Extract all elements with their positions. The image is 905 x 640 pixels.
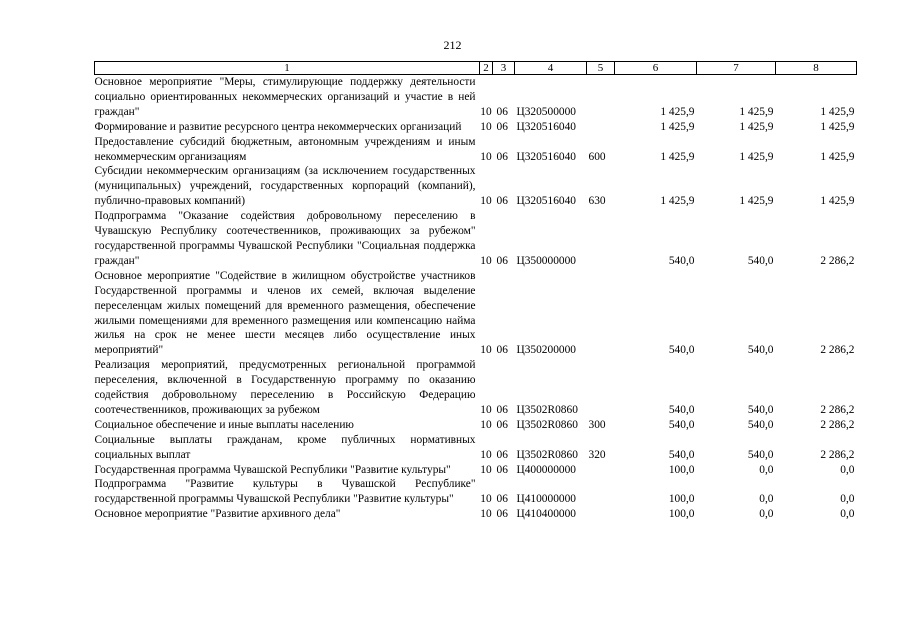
row-expense-type — [587, 507, 615, 522]
row-name: Основное мероприятие "Меры, стимулирующие поддержку деятельности социально ориентированных некоммерческих организаций и участие в ней граждан" — [94, 76, 476, 118]
row-amount-1: 100,0 — [668, 508, 695, 521]
row-amount-1: 1 425,9 — [660, 120, 695, 133]
row-section: 10 — [480, 344, 492, 357]
row-amount-1: 100,0 — [668, 463, 695, 476]
row-amount-3: 0,0 — [840, 463, 855, 476]
row-amount-1: 540,0 — [668, 448, 695, 461]
row-amount-3: 2 286,2 — [820, 418, 855, 431]
table-row — [95, 507, 857, 522]
row-amount-3: 2 286,2 — [820, 254, 855, 267]
table-row — [95, 433, 857, 463]
header-cell-2: 2 — [480, 62, 493, 75]
row-amount-1: 1 425,9 — [660, 105, 695, 118]
row-subsection: 06 — [496, 150, 508, 163]
row-amount-3: 2 286,2 — [820, 344, 855, 357]
row-amount-3: 2 286,2 — [820, 403, 855, 416]
row-section: 10 — [480, 493, 492, 506]
header-cell-6: 6 — [615, 62, 697, 75]
table-row — [95, 209, 857, 269]
row-expense-type: 630 — [588, 195, 606, 208]
row-name: Основное мероприятие "Содействие в жилищном обустройстве участников Государственной программы и членов их семей, включая выделение переселенцам жилых помещений для временного размещения, обеспечение жилыми помещениями для временного размещения или компенсацию найма жилья на срок не менее шести месяцев либо осуществление иных мероприятий" — [94, 269, 476, 357]
row-amount-1: 540,0 — [668, 254, 695, 267]
row-target-article: Ц350000000 — [516, 254, 576, 267]
row-amount-2: 0,0 — [759, 508, 774, 521]
row-amount-2: 1 425,9 — [739, 150, 774, 163]
row-target-article: Ц320516040 — [516, 120, 576, 133]
row-amount-3: 1 425,9 — [820, 195, 855, 208]
row-amount-3: 0,0 — [840, 493, 855, 506]
row-target-article: Ц320516040 — [516, 195, 576, 208]
budget-table — [94, 61, 857, 522]
table-row — [95, 120, 857, 135]
row-name: Основное мероприятие "Развитие архивного дела" — [94, 508, 341, 521]
row-target-article: Ц3502R0860 — [516, 403, 578, 416]
row-target-article: Ц400000000 — [516, 463, 576, 476]
row-name: Субсидии некоммерческим организациям (за исключением государственных (муниципальных) учреждений, государственных корпораций (компаний), публично-правовых компаний) — [94, 165, 476, 208]
row-amount-1: 100,0 — [668, 493, 695, 506]
row-subsection: 06 — [496, 120, 508, 133]
row-section: 10 — [480, 120, 492, 133]
row-section: 10 — [480, 448, 492, 461]
row-amount-1: 540,0 — [668, 418, 695, 431]
row-name: Подпрограмма "Развитие культуры в Чувашской Республике" государственной программы Чувашской Республики "Развитие культуры" — [94, 478, 476, 506]
row-amount-3: 1 425,9 — [820, 120, 855, 133]
row-section: 10 — [480, 254, 492, 267]
table-row — [95, 164, 857, 209]
row-subsection: 06 — [496, 195, 508, 208]
row-expense-type — [587, 477, 615, 507]
row-name: Формирование и развитие ресурсного центра некоммерческих организаций — [94, 120, 462, 133]
row-name: Реализация мероприятий, предусмотренных региональной программой переселения, включенной в Государственную программу по оказанию содействия добровольному переселению в Российскую Федерацию соотечественников, проживающих за рубежом — [94, 359, 476, 416]
row-expense-type: 600 — [588, 150, 606, 163]
row-target-article: Ц410400000 — [516, 508, 576, 521]
row-target-article: Ц3502R0860 — [516, 418, 578, 431]
row-expense-type — [587, 269, 615, 358]
row-name: Социальное обеспечение и иные выплаты населению — [94, 418, 354, 431]
row-amount-1: 540,0 — [668, 344, 695, 357]
row-section: 10 — [480, 508, 492, 521]
row-name: Подпрограмма "Оказание содействия добровольному переселению в Чувашскую Республику соотечественников, проживающих за рубежом" государственной программы Чувашской Республики "Социальная поддержка граждан" — [94, 210, 476, 267]
row-subsection: 06 — [496, 463, 508, 476]
row-amount-2: 0,0 — [759, 463, 774, 476]
table-row — [95, 418, 857, 433]
row-section: 10 — [480, 105, 492, 118]
row-expense-type — [587, 75, 615, 120]
row-amount-2: 1 425,9 — [739, 105, 774, 118]
row-name: Социальные выплаты гражданам, кроме публичных нормативных социальных выплат — [94, 433, 476, 461]
page-number: 212 — [443, 38, 462, 52]
row-expense-type: 300 — [588, 418, 606, 431]
row-section: 10 — [480, 418, 492, 431]
row-name: Предоставление субсидий бюджетным, автономным учреждениям и иным некоммерческим организациям — [94, 135, 476, 163]
row-expense-type — [587, 120, 615, 135]
table-row — [95, 269, 857, 358]
header-cell-8: 8 — [776, 62, 857, 75]
row-expense-type — [587, 358, 615, 418]
row-amount-3: 1 425,9 — [820, 150, 855, 163]
row-subsection: 06 — [496, 403, 508, 416]
row-amount-2: 540,0 — [747, 418, 774, 431]
row-subsection: 06 — [496, 448, 508, 461]
table-row — [95, 463, 857, 478]
table-row — [95, 135, 857, 165]
row-subsection: 06 — [496, 418, 508, 431]
row-amount-3: 2 286,2 — [820, 448, 855, 461]
header-cell-7: 7 — [697, 62, 776, 75]
row-expense-type: 320 — [588, 448, 606, 461]
row-section: 10 — [480, 403, 492, 416]
row-amount-3: 1 425,9 — [820, 105, 855, 118]
header-cell-4: 4 — [515, 62, 587, 75]
header-cell-1: 1 — [95, 62, 480, 75]
row-subsection: 06 — [496, 493, 508, 506]
row-subsection: 06 — [496, 344, 508, 357]
row-amount-1: 1 425,9 — [660, 195, 695, 208]
row-section: 10 — [480, 463, 492, 476]
row-target-article: Ц3502R0860 — [516, 448, 578, 461]
row-amount-2: 540,0 — [747, 403, 774, 416]
row-amount-1: 540,0 — [668, 403, 695, 416]
row-amount-2: 540,0 — [747, 448, 774, 461]
table-row — [95, 477, 857, 507]
row-amount-2: 0,0 — [759, 493, 774, 506]
row-expense-type — [587, 463, 615, 478]
row-amount-3: 0,0 — [840, 508, 855, 521]
table-row — [95, 358, 857, 418]
header-cell-3: 3 — [493, 62, 515, 75]
row-subsection: 06 — [496, 254, 508, 267]
row-expense-type — [587, 209, 615, 269]
row-amount-2: 1 425,9 — [739, 120, 774, 133]
row-subsection: 06 — [496, 105, 508, 118]
row-section: 10 — [480, 150, 492, 163]
row-target-article: Ц410000000 — [516, 493, 576, 506]
table-row — [95, 75, 857, 120]
header-cell-5: 5 — [587, 62, 615, 75]
row-amount-2: 540,0 — [747, 344, 774, 357]
row-amount-2: 540,0 — [747, 254, 774, 267]
row-target-article: Ц320500000 — [516, 105, 576, 118]
row-target-article: Ц320516040 — [516, 150, 576, 163]
row-name: Государственная программа Чувашской Республики "Развитие культуры" — [94, 463, 451, 476]
row-amount-1: 1 425,9 — [660, 150, 695, 163]
row-target-article: Ц350200000 — [516, 344, 576, 357]
table-header-row — [95, 62, 857, 75]
row-amount-2: 1 425,9 — [739, 195, 774, 208]
row-section: 10 — [480, 195, 492, 208]
row-subsection: 06 — [496, 508, 508, 521]
